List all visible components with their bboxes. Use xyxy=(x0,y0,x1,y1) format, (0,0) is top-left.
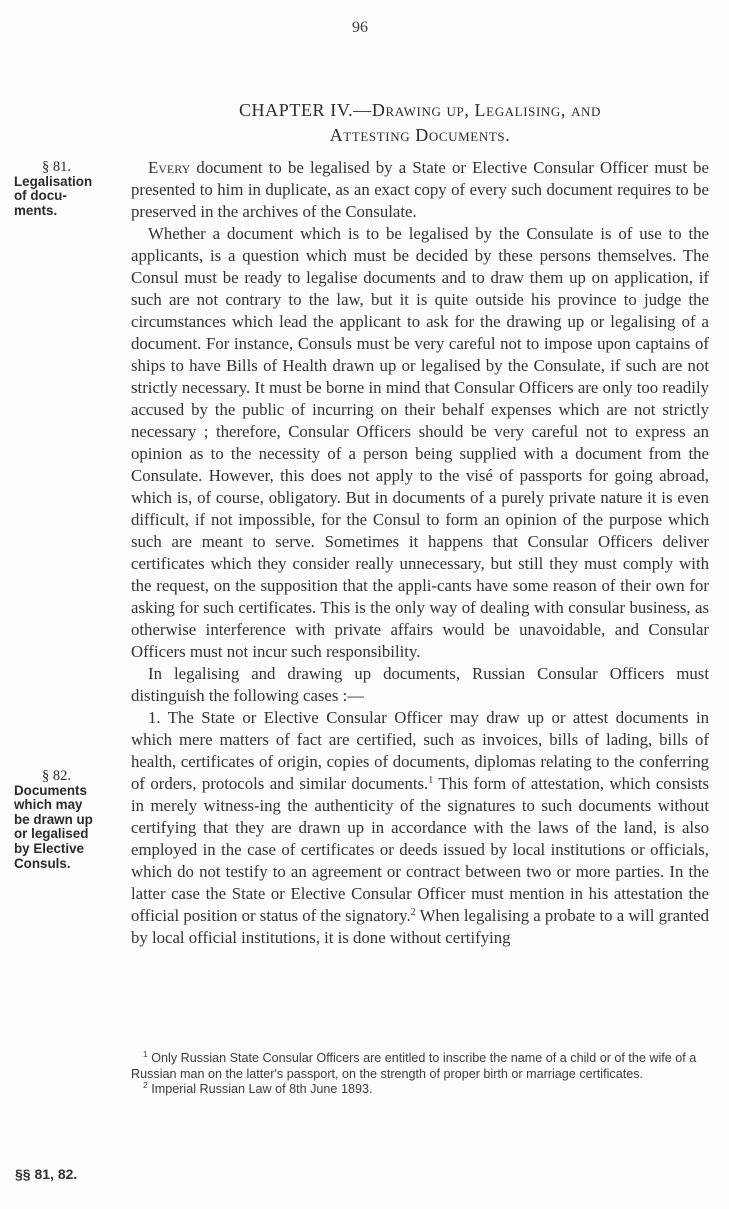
paragraph-text: 1. The State or Elective Consular Officer may draw up or attest documents in which mere matters of fact are certified, such as invoices, bills of lading, bills of health, certificates of origin, copies of documents, diplomas relating to the conferring of orders, protocols and similar documents. xyxy=(131,708,709,793)
footnote-1 xyxy=(131,1051,709,1082)
sidenote-line: ments. xyxy=(14,202,58,218)
paragraph-text: This form of attestation, which consists in merely witness-ing the authenticity of the signatures to such documents without certifying that they are drawn up in accordance with the laws of the land, is also employed in the case of certificates or deeds issued by local institutions or officials, which do not testify to an agreement or contract between two or more parties. In the latter case the State or Elective Consular Officer must mention in his attestation the official position or status of the signatory. xyxy=(131,774,709,925)
sidenote-section-82 xyxy=(14,769,114,871)
footnote-reference-2[interactable]: 2 xyxy=(410,907,416,918)
footnote-mark: 1 xyxy=(143,1049,148,1059)
chapter-title-line-1 xyxy=(140,98,700,123)
chapter-title xyxy=(140,98,700,148)
paragraph-lead-word: Every xyxy=(148,158,191,177)
footnotes xyxy=(131,1051,709,1098)
sidenote-section-number: § 82. xyxy=(42,768,71,784)
sidenote-section-number: § 81. xyxy=(42,159,71,175)
page-number: 96 xyxy=(352,19,368,36)
paragraph-case-1 xyxy=(131,707,709,949)
section-reference: §§ 81, 82. xyxy=(15,1166,78,1182)
paragraph-applicants: Whether a document which is to be legalised by the Consulate is of use to the applicants, is a question which must be decided by these persons themselves. The Consul must be ready to legalise documents and to draw them up on application, if such are not contrary to the law, but it is quite outside his province to judge the circumstances which lead the applicant to ask for the drawing up or legalising of a document. For instance, Consuls must be very careful not to impose upon captains of ships to have Bills of Health drawn up or legalised by the Consulate, if such are not strictly necessary. It must be borne in mind that Consular Officers are only too readily accused by the public of incurring on their behalf expenses which are not strictly necessary ; therefore, Consular Officers should be very careful not to express an opinion as to the necessity of a person being supplied with a document from the Consulate. However, this does not apply to the visé of passports for going abroad, which is, of course, obligatory. But in documents of a purely private nature it is even difficult, if not impossible, for the Consul to form an opinion of the purpose which such are meant to serve. Sometimes it happens that Consular Officers deliver certificates which they consider really unnecessary, but still they must comply with the request, on the supposition that the appli-cants have some reason of their own for asking for such certificates. This is the only way of dealing with consular business, as otherwise interference with private affairs would be unavoidable, and Consular Officers must not incur such responsibility. xyxy=(131,224,709,661)
chapter-title-part-1: Drawing up, Legalising, and xyxy=(371,100,602,120)
paragraph-text: When legalising a probate to a will granted by local official institutions, it is done without certifying xyxy=(131,906,709,947)
footnote-mark: 2 xyxy=(143,1080,148,1090)
sidenote-line: Legalisation xyxy=(14,173,93,189)
footnote-2 xyxy=(131,1082,709,1098)
footnote-text: Only Russian State Consular Officers are entitled to inscribe the name of a child or of the wife of a Russian man on the latter's passport, on the strength of proper birth or marriage certificates. xyxy=(131,1051,697,1081)
sidenote-line: Consuls. xyxy=(14,855,71,871)
footnote-reference-1[interactable]: 1 xyxy=(428,775,434,786)
sidenote-line: Documents xyxy=(14,782,87,798)
paragraph-cases-intro: In legalising and drawing up documents, Russian Consular Officers must distinguish the following cases :— xyxy=(131,664,709,705)
chapter-label: CHAPTER IV.— xyxy=(238,100,372,120)
paragraph-text: document to be legalised by a State or Elective Consular Officer must be presented to him in duplicate, as an exact copy of every such document requires to be preserved in the archives of the Consulate. xyxy=(131,158,709,221)
sidenote-line: which may xyxy=(14,797,83,813)
sidenote-line: of docu- xyxy=(14,188,67,204)
paragraph-legalisation xyxy=(131,157,709,223)
sidenote-section-81 xyxy=(14,160,114,218)
footnote-text: Imperial Russian Law of 8th June 1893. xyxy=(147,1082,373,1096)
sidenote-line: be drawn up xyxy=(14,811,93,827)
sidenote-line: by Elective xyxy=(14,840,84,856)
chapter-title-line-2: Attesting Documents. xyxy=(329,125,511,145)
main-text xyxy=(131,157,709,949)
sidenote-line: or legalised xyxy=(14,826,89,842)
